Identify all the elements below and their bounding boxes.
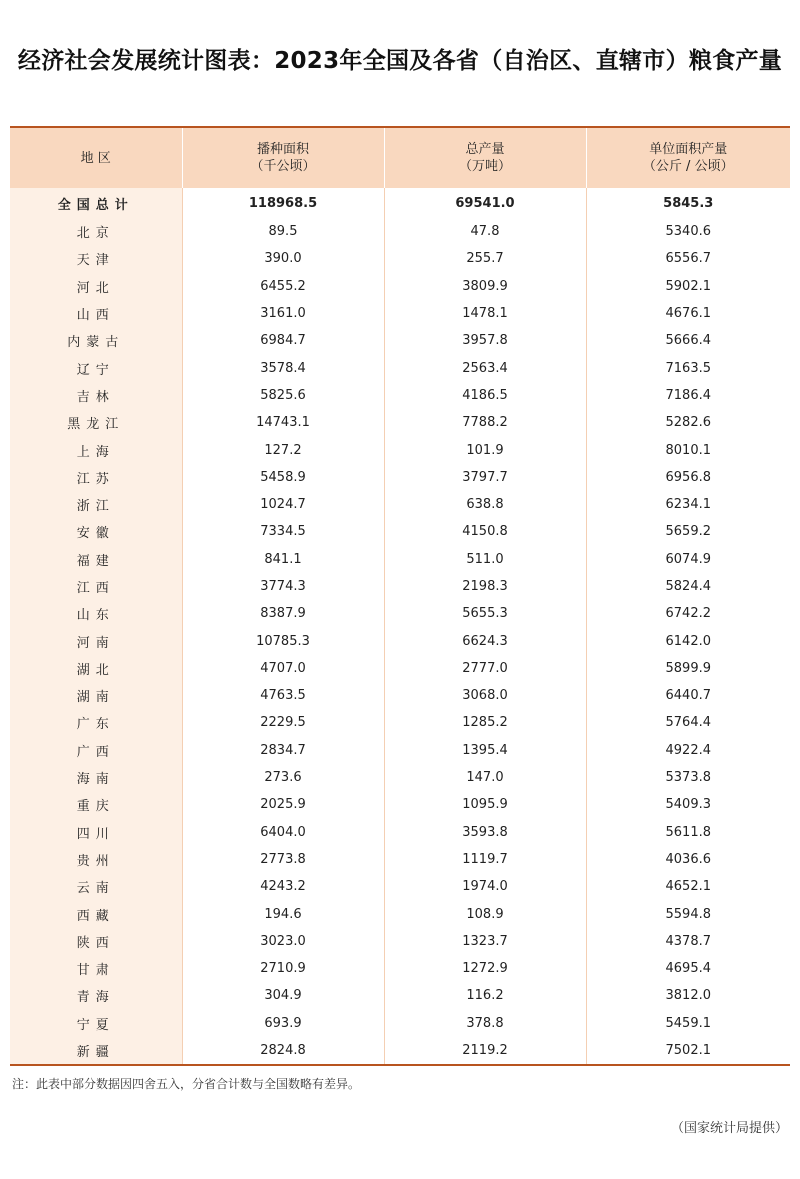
region-cell: 吉林 — [10, 382, 182, 409]
sown-area-cell: 118968.5 — [182, 188, 384, 218]
sown-area-cell: 693.9 — [182, 1010, 384, 1037]
header-sown-area — [182, 128, 384, 188]
yield-cell: 6556.7 — [586, 245, 790, 272]
sown-area-cell: 3774.3 — [182, 573, 384, 600]
region-cell: 四川 — [10, 819, 182, 846]
sown-area-cell: 2834.7 — [182, 737, 384, 764]
yield-cell: 7186.4 — [586, 382, 790, 409]
total-output-cell: 1974.0 — [384, 873, 586, 900]
grain-output-table — [10, 126, 790, 1066]
region-cell: 河北 — [10, 273, 182, 300]
yield-cell: 5659.2 — [586, 518, 790, 545]
yield-cell: 4922.4 — [586, 737, 790, 764]
total-output-cell: 4150.8 — [384, 518, 586, 545]
region-cell: 福建 — [10, 546, 182, 573]
source-credit: （国家统计局提供） — [670, 1121, 788, 1136]
total-output-cell: 378.8 — [384, 1010, 586, 1037]
yield-cell: 5282.6 — [586, 409, 790, 436]
total-output-cell: 116.2 — [384, 982, 586, 1009]
yield-cell: 6956.8 — [586, 464, 790, 491]
table-row — [10, 928, 790, 955]
sown-area-cell: 6455.2 — [182, 273, 384, 300]
total-output-cell: 1395.4 — [384, 737, 586, 764]
region-cell: 黑龙江 — [10, 409, 182, 436]
sown-area-cell: 390.0 — [182, 245, 384, 272]
sown-area-cell: 2773.8 — [182, 846, 384, 873]
header-yield-label: 单位面积产量 — [649, 142, 728, 157]
table-row — [10, 1010, 790, 1037]
yield-cell: 5902.1 — [586, 273, 790, 300]
table-row — [10, 518, 790, 545]
header-sown-area-label: 播种面积 — [256, 142, 309, 157]
header-yield-unit: （公斤 / 公顷） — [642, 159, 734, 174]
region-cell: 陕西 — [10, 928, 182, 955]
total-output-cell: 69541.0 — [384, 188, 586, 218]
yield-cell: 5340.6 — [586, 218, 790, 245]
sown-area-cell: 4763.5 — [182, 682, 384, 709]
sown-area-cell: 8387.9 — [182, 600, 384, 627]
total-output-cell: 3797.7 — [384, 464, 586, 491]
table-row — [10, 627, 790, 654]
yield-cell: 5459.1 — [586, 1010, 790, 1037]
total-output-cell: 2119.2 — [384, 1037, 586, 1064]
table-row — [10, 300, 790, 327]
table-row — [10, 873, 790, 900]
sown-area-cell: 4707.0 — [182, 655, 384, 682]
total-output-cell: 2198.3 — [384, 573, 586, 600]
total-output-cell: 3809.9 — [384, 273, 586, 300]
yield-cell: 4652.1 — [586, 873, 790, 900]
table-row — [10, 764, 790, 791]
sown-area-cell: 273.6 — [182, 764, 384, 791]
table-row — [10, 354, 790, 381]
table-body — [10, 188, 790, 1064]
yield-cell: 4695.4 — [586, 955, 790, 982]
yield-cell: 6142.0 — [586, 627, 790, 654]
region-cell: 辽宁 — [10, 354, 182, 381]
sown-area-cell: 127.2 — [182, 436, 384, 463]
table-row — [10, 1037, 790, 1064]
header-total-output-label: 总产量 — [465, 142, 505, 157]
region-cell: 湖北 — [10, 655, 182, 682]
yield-cell: 5764.4 — [586, 709, 790, 736]
sown-area-cell: 2710.9 — [182, 955, 384, 982]
table-row — [10, 955, 790, 982]
sown-area-cell: 89.5 — [182, 218, 384, 245]
table-row — [10, 218, 790, 245]
region-cell: 广东 — [10, 709, 182, 736]
total-output-cell: 1119.7 — [384, 846, 586, 873]
yield-cell: 5824.4 — [586, 573, 790, 600]
sown-area-cell: 841.1 — [182, 546, 384, 573]
total-output-cell: 1272.9 — [384, 955, 586, 982]
region-cell: 广西 — [10, 737, 182, 764]
sown-area-cell: 194.6 — [182, 900, 384, 927]
total-output-cell: 6624.3 — [384, 627, 586, 654]
yield-cell: 4378.7 — [586, 928, 790, 955]
yield-cell: 6074.9 — [586, 546, 790, 573]
table-row — [10, 846, 790, 873]
page-title: 经济社会发展统计图表：2023年全国及各省（自治区、直辖市）粮食产量 — [17, 48, 783, 74]
yield-cell: 6234.1 — [586, 491, 790, 518]
table-row — [10, 573, 790, 600]
region-cell: 湖南 — [10, 682, 182, 709]
region-cell: 宁夏 — [10, 1010, 182, 1037]
region-cell: 山东 — [10, 600, 182, 627]
table-row-total — [10, 188, 790, 218]
total-output-cell: 3957.8 — [384, 327, 586, 354]
header-total-output-unit: （万吨） — [458, 159, 511, 174]
table-row — [10, 737, 790, 764]
table-row — [10, 382, 790, 409]
region-cell: 重庆 — [10, 791, 182, 818]
yield-cell: 7163.5 — [586, 354, 790, 381]
sown-area-cell: 3578.4 — [182, 354, 384, 381]
sown-area-cell: 3161.0 — [182, 300, 384, 327]
total-output-cell: 101.9 — [384, 436, 586, 463]
yield-cell: 5666.4 — [586, 327, 790, 354]
yield-cell: 5899.9 — [586, 655, 790, 682]
total-output-cell: 511.0 — [384, 546, 586, 573]
header-total-output — [384, 128, 586, 188]
total-output-cell: 3068.0 — [384, 682, 586, 709]
total-output-cell: 47.8 — [384, 218, 586, 245]
region-cell: 江苏 — [10, 464, 182, 491]
total-output-cell: 638.8 — [384, 491, 586, 518]
region-cell: 甘肃 — [10, 955, 182, 982]
yield-cell: 3812.0 — [586, 982, 790, 1009]
sown-area-cell: 304.9 — [182, 982, 384, 1009]
table-row — [10, 273, 790, 300]
total-output-cell: 3593.8 — [384, 819, 586, 846]
total-output-cell: 1478.1 — [384, 300, 586, 327]
total-output-cell: 4186.5 — [384, 382, 586, 409]
table-row — [10, 436, 790, 463]
table-row — [10, 546, 790, 573]
yield-cell: 5373.8 — [586, 764, 790, 791]
table-row — [10, 491, 790, 518]
sown-area-cell: 5458.9 — [182, 464, 384, 491]
total-output-cell: 1095.9 — [384, 791, 586, 818]
yield-cell: 5594.8 — [586, 900, 790, 927]
region-cell: 内蒙古 — [10, 327, 182, 354]
total-output-cell: 5655.3 — [384, 600, 586, 627]
region-cell: 青海 — [10, 982, 182, 1009]
region-cell: 全国总计 — [10, 188, 182, 218]
footnote: 注：此表中部分数据因四舍五入，分省合计数与全国数略有差异。 — [12, 1077, 361, 1091]
table-row — [10, 464, 790, 491]
yield-cell: 5845.3 — [586, 188, 790, 218]
table-row — [10, 900, 790, 927]
region-cell: 云南 — [10, 873, 182, 900]
sown-area-cell: 2229.5 — [182, 709, 384, 736]
total-output-cell: 1323.7 — [384, 928, 586, 955]
table-row — [10, 709, 790, 736]
sown-area-cell: 5825.6 — [182, 382, 384, 409]
region-cell: 安徽 — [10, 518, 182, 545]
region-cell: 贵州 — [10, 846, 182, 873]
yield-cell: 6440.7 — [586, 682, 790, 709]
region-cell: 河南 — [10, 627, 182, 654]
region-cell: 浙江 — [10, 491, 182, 518]
total-output-cell: 147.0 — [384, 764, 586, 791]
sown-area-cell: 2824.8 — [182, 1037, 384, 1064]
sown-area-cell: 3023.0 — [182, 928, 384, 955]
total-output-cell: 2777.0 — [384, 655, 586, 682]
yield-cell: 6742.2 — [586, 600, 790, 627]
table-bottom-rule — [10, 1064, 790, 1066]
region-cell: 江西 — [10, 573, 182, 600]
region-cell: 北京 — [10, 218, 182, 245]
yield-cell: 5409.3 — [586, 791, 790, 818]
region-cell: 新疆 — [10, 1037, 182, 1064]
sown-area-cell: 2025.9 — [182, 791, 384, 818]
sown-area-cell: 6984.7 — [182, 327, 384, 354]
table-row — [10, 600, 790, 627]
table-row — [10, 791, 790, 818]
yield-cell: 8010.1 — [586, 436, 790, 463]
yield-cell: 5611.8 — [586, 819, 790, 846]
yield-cell: 4676.1 — [586, 300, 790, 327]
sown-area-cell: 10785.3 — [182, 627, 384, 654]
sown-area-cell: 7334.5 — [182, 518, 384, 545]
sown-area-cell: 14743.1 — [182, 409, 384, 436]
table-row — [10, 819, 790, 846]
total-output-cell: 1285.2 — [384, 709, 586, 736]
table-row — [10, 982, 790, 1009]
region-cell: 西藏 — [10, 900, 182, 927]
region-cell: 海南 — [10, 764, 182, 791]
yield-cell: 4036.6 — [586, 846, 790, 873]
total-output-cell: 2563.4 — [384, 354, 586, 381]
region-cell: 上海 — [10, 436, 182, 463]
total-output-cell: 7788.2 — [384, 409, 586, 436]
table-header-row — [10, 128, 790, 188]
table-row — [10, 655, 790, 682]
total-output-cell: 255.7 — [384, 245, 586, 272]
yield-cell: 7502.1 — [586, 1037, 790, 1064]
sown-area-cell: 1024.7 — [182, 491, 384, 518]
table-row — [10, 682, 790, 709]
table-row — [10, 327, 790, 354]
table-row — [10, 409, 790, 436]
header-sown-area-unit: （千公顷） — [250, 159, 316, 174]
total-output-cell: 108.9 — [384, 900, 586, 927]
table-row — [10, 245, 790, 272]
region-cell: 山西 — [10, 300, 182, 327]
region-cell: 天津 — [10, 245, 182, 272]
sown-area-cell: 6404.0 — [182, 819, 384, 846]
sown-area-cell: 4243.2 — [182, 873, 384, 900]
header-yield — [586, 128, 790, 188]
header-region: 地 区 — [10, 128, 182, 188]
